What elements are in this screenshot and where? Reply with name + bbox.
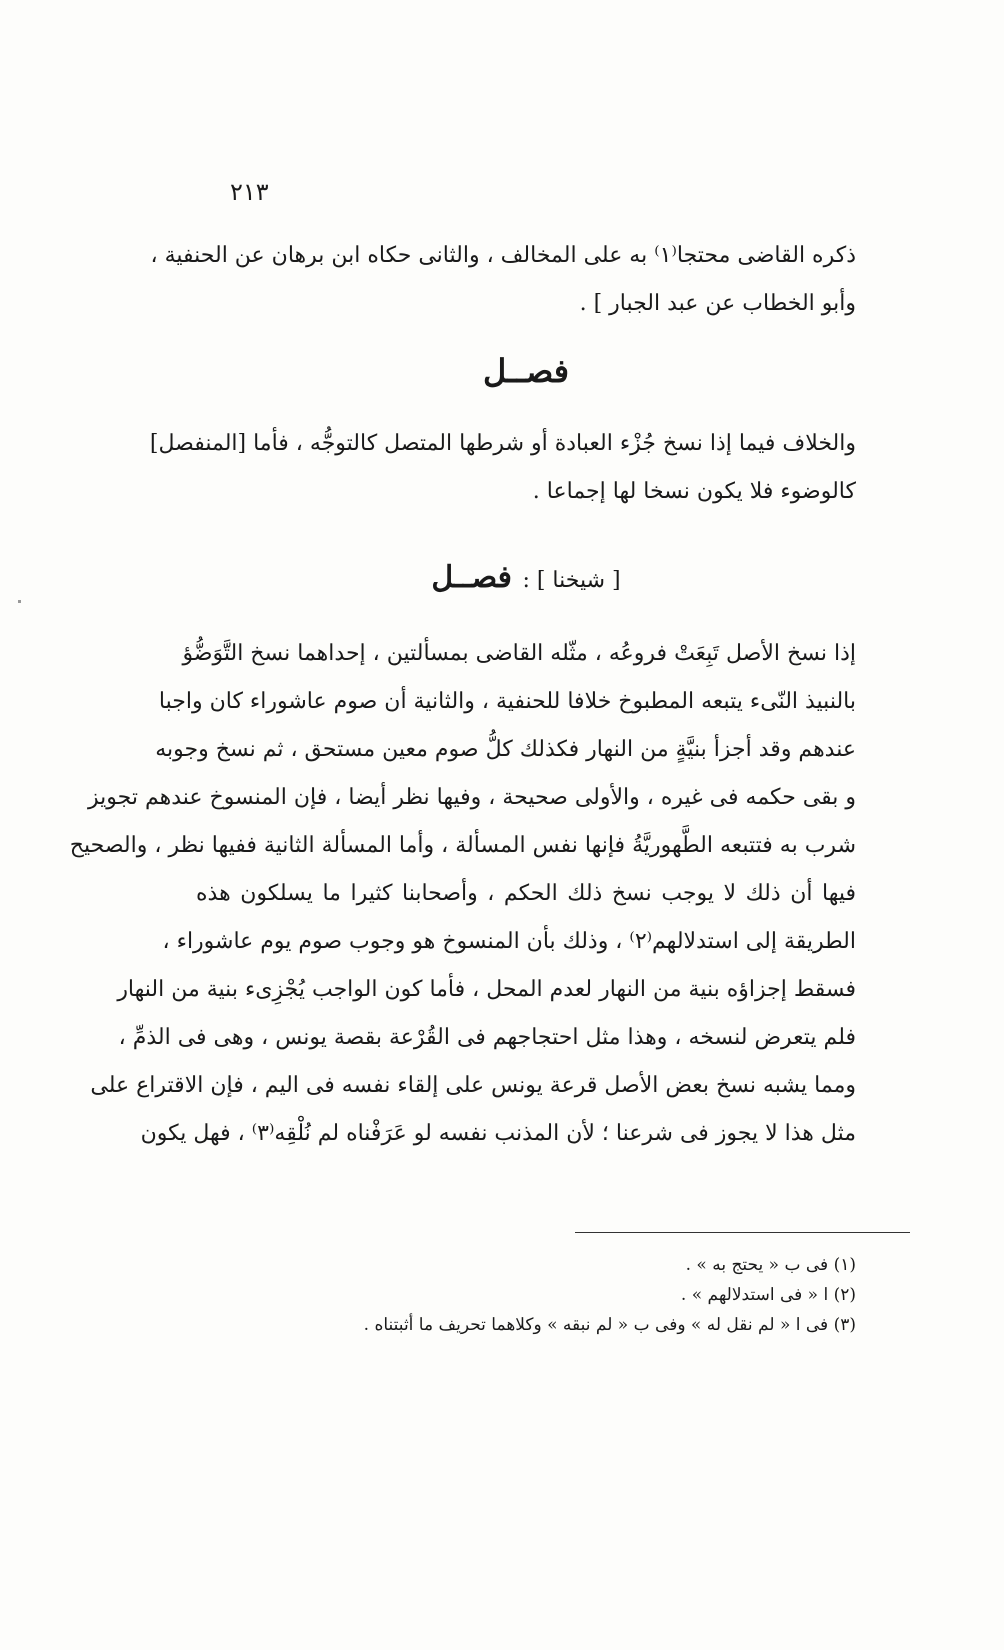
scan-speck xyxy=(18,600,21,603)
page-number: ٢١٣ xyxy=(230,178,269,206)
heading-title: فصــل xyxy=(431,560,512,595)
text-line: عندهم وقد أجزأ بنيَّةٍ من النهار فكذلك كلُّ صوم معين مستحق ، ثم نسخ وجوبه xyxy=(155,737,856,762)
section-heading-shaykhuna xyxy=(196,560,856,595)
text-line: والخلاف فيما إذا نسخ جُزْء العبادة أو شرطها المتصل كالتوجُّه ، فأما [المنفصل] xyxy=(149,431,856,456)
text-line: مثل هذا لا يجوز فى شرعنا ؛ لأن المذنب نفسه لو عَرَفْناه لم نُلْقِه⁽٣⁾ ، فهل يكون xyxy=(140,1121,856,1146)
text-line: كالوضوء فلا يكون نسخا لها إجماعا . xyxy=(532,479,856,504)
footnote-divider xyxy=(575,1232,910,1233)
paragraph-continuation xyxy=(150,232,856,328)
text-line: الطريقة إلى استدلالهم⁽٢⁾ ، وذلك بأن المنسوخ هو وجوب صوم يوم عاشوراء ، xyxy=(162,929,856,954)
section-heading: فصــل xyxy=(482,352,570,390)
text-line: وأبو الخطاب عن عبد الجبار ] . xyxy=(579,291,856,316)
text-line: إذا نسخ الأصل تَبِعَتْ فروعُه ، مثّله القاضى بمسألتين ، إحداهما نسخ التَّوَضُّؤ xyxy=(182,641,856,666)
text-line: بالنبيذ النّىء يتبعه المطبوخ خلافا للحنفية ، والثانية أن صوم عاشوراء كان واجبا xyxy=(158,689,856,714)
text-line: ومما يشبه نسخ بعض الأصل قرعة يونس على إلقاء نفسه فى اليم ، فإن الاقتراع على xyxy=(90,1073,856,1098)
footnotes xyxy=(196,1250,856,1340)
text-line: فسقط إجزاؤه بنية من النهار لعدم المحل ، فأما كون الواجب يُجْزِىء بنية من النهار xyxy=(117,977,856,1002)
text-line: فلم يتعرض لنسخه ، وهذا مثل احتجاجهم فى القُرْعة بقصة يونس ، وهى فى الذمِّ ، xyxy=(118,1025,856,1050)
paragraph-section-2 xyxy=(69,630,856,1158)
text-line: و بقى حكمه فى غيره ، والأولى صحيحة ، وفيها نظر أيضا ، فإن المنسوخ عندهم تجويز xyxy=(88,785,856,810)
footnote: (١) فى ب « يحتج به » . xyxy=(685,1255,856,1275)
text-line: شرب به فتتبعه الطَّهوريَّةُ فإنها نفس المسألة ، وأما المسألة الثانية ففيها نظر ، والصحيح xyxy=(69,833,856,858)
footnote: (٣) فى ا « لم نقل له » وفى ب « لم نبقه » وكلاهما تحريف ما أثبتناه . xyxy=(363,1315,856,1335)
heading-attribution: [ شيخنا ] : xyxy=(522,568,621,593)
footnote: (٢) ا « فى استدلالهم » . xyxy=(680,1285,856,1305)
text-line: فيها أن ذلك لا يوجب نسخ ذلك الحكم ، وأصحابنا كثيرا ما يسلكون هذه xyxy=(196,881,856,906)
paragraph-section-1 xyxy=(149,420,856,516)
text-line: ذكره القاضى محتجا⁽١⁾ به على المخالف ، والثانى حكاه ابن برهان عن الحنفية ، xyxy=(150,243,856,268)
